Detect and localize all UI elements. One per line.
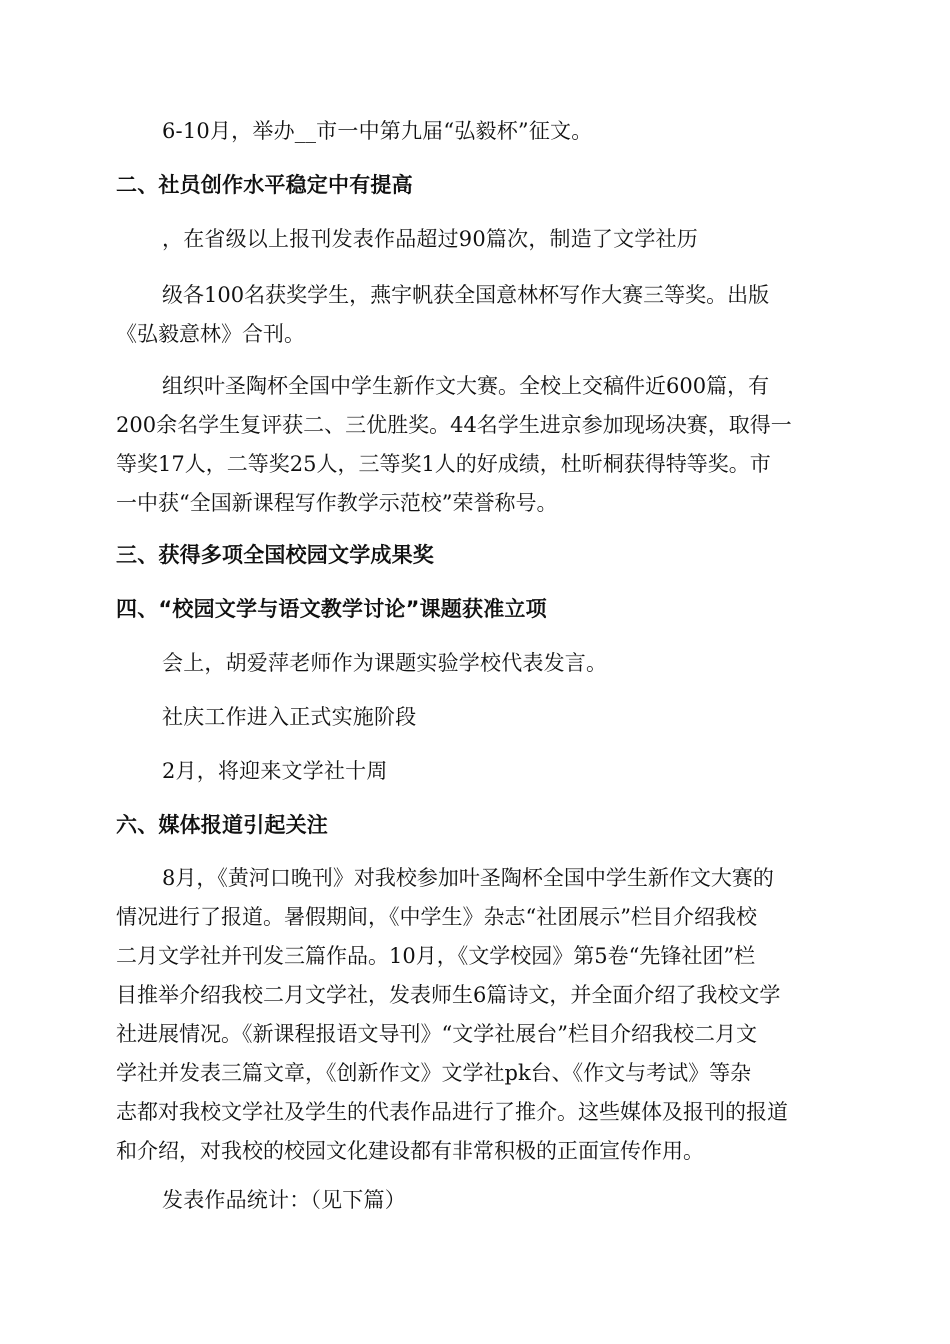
text-line: 一中获“全国新课程写作教学示范校”荣誉称号。 (116, 491, 558, 515)
text-line: 社庆工作进入正式实施阶段 (162, 705, 417, 729)
paragraph-awards (116, 276, 836, 354)
text-line: 组织叶圣陶杯全国中学生新作文大赛。全校上交稿件近600篇，有 (162, 374, 770, 398)
paragraph-contest (116, 367, 836, 523)
section-heading-3: 三、获得多项全国校园文学成果奖 (116, 543, 434, 567)
text-line: 和介绍，对我校的校园文化建设都有非常积极的正面宣传作用。 (116, 1139, 704, 1163)
text-line: 级各100名获奖学生，燕宇帆获全国意林杯写作大赛三等奖。出版 (162, 283, 770, 307)
text-line: 8月，《黄河口晚刊》对我校参加叶圣陶杯全国中学生新作文大赛的 (162, 866, 774, 890)
text-line: 社进展情况。《新课程报语文导刊》“文学社展台”栏目介绍我校二月文 (116, 1022, 757, 1046)
text-line: 学社并发表三篇文章，《创新作文》文学社pk台、《作文与考试》等杂 (116, 1061, 752, 1085)
text-line: 《弘毅意林》合刊。 (116, 322, 305, 346)
text-line: 6-10月，举办__市一中第九届“弘毅杯”征文。 (162, 119, 593, 143)
text-line: 等奖17人，二等奖25人，三等奖1人的好成绩，杜昕桐获得特等奖。市 (116, 452, 771, 476)
text-line: 会上，胡爱萍老师作为课题实验学校代表发言。 (162, 651, 608, 675)
text-line: 情况进行了报道。暑假期间，《中学生》杂志“社团展示”栏目介绍我校 (116, 905, 757, 929)
text-line: 发表作品统计：（见下篇） (162, 1188, 406, 1212)
text-line: 志都对我校文学社及学生的代表作品进行了推介。这些媒体及报刊的报道 (116, 1100, 788, 1124)
text-line: 二月文学社并刊发三篇作品。10月，《文学校园》第5卷“先锋社团”栏 (116, 944, 756, 968)
section-heading-4: 四、“校园文学与语文教学讨论”课题获准立项 (116, 597, 547, 621)
text-line: ，在省级以上报刊发表作品超过90篇次，制造了文学社历 (162, 227, 698, 251)
section-heading-2: 二、社员创作水平稳定中有提高 (116, 173, 413, 197)
text-line: 200余名学生复评获二、三优胜奖。44名学生进京参加现场决赛，取得一 (116, 413, 792, 437)
text-line: 目推举介绍我校二月文学社，发表师生6篇诗文，并全面介绍了我校文学 (116, 983, 781, 1007)
text-line: 2月，将迎来文学社十周 (162, 759, 388, 783)
section-heading-6: 六、媒体报道引起关注 (116, 813, 328, 837)
paragraph-media (116, 859, 836, 1171)
